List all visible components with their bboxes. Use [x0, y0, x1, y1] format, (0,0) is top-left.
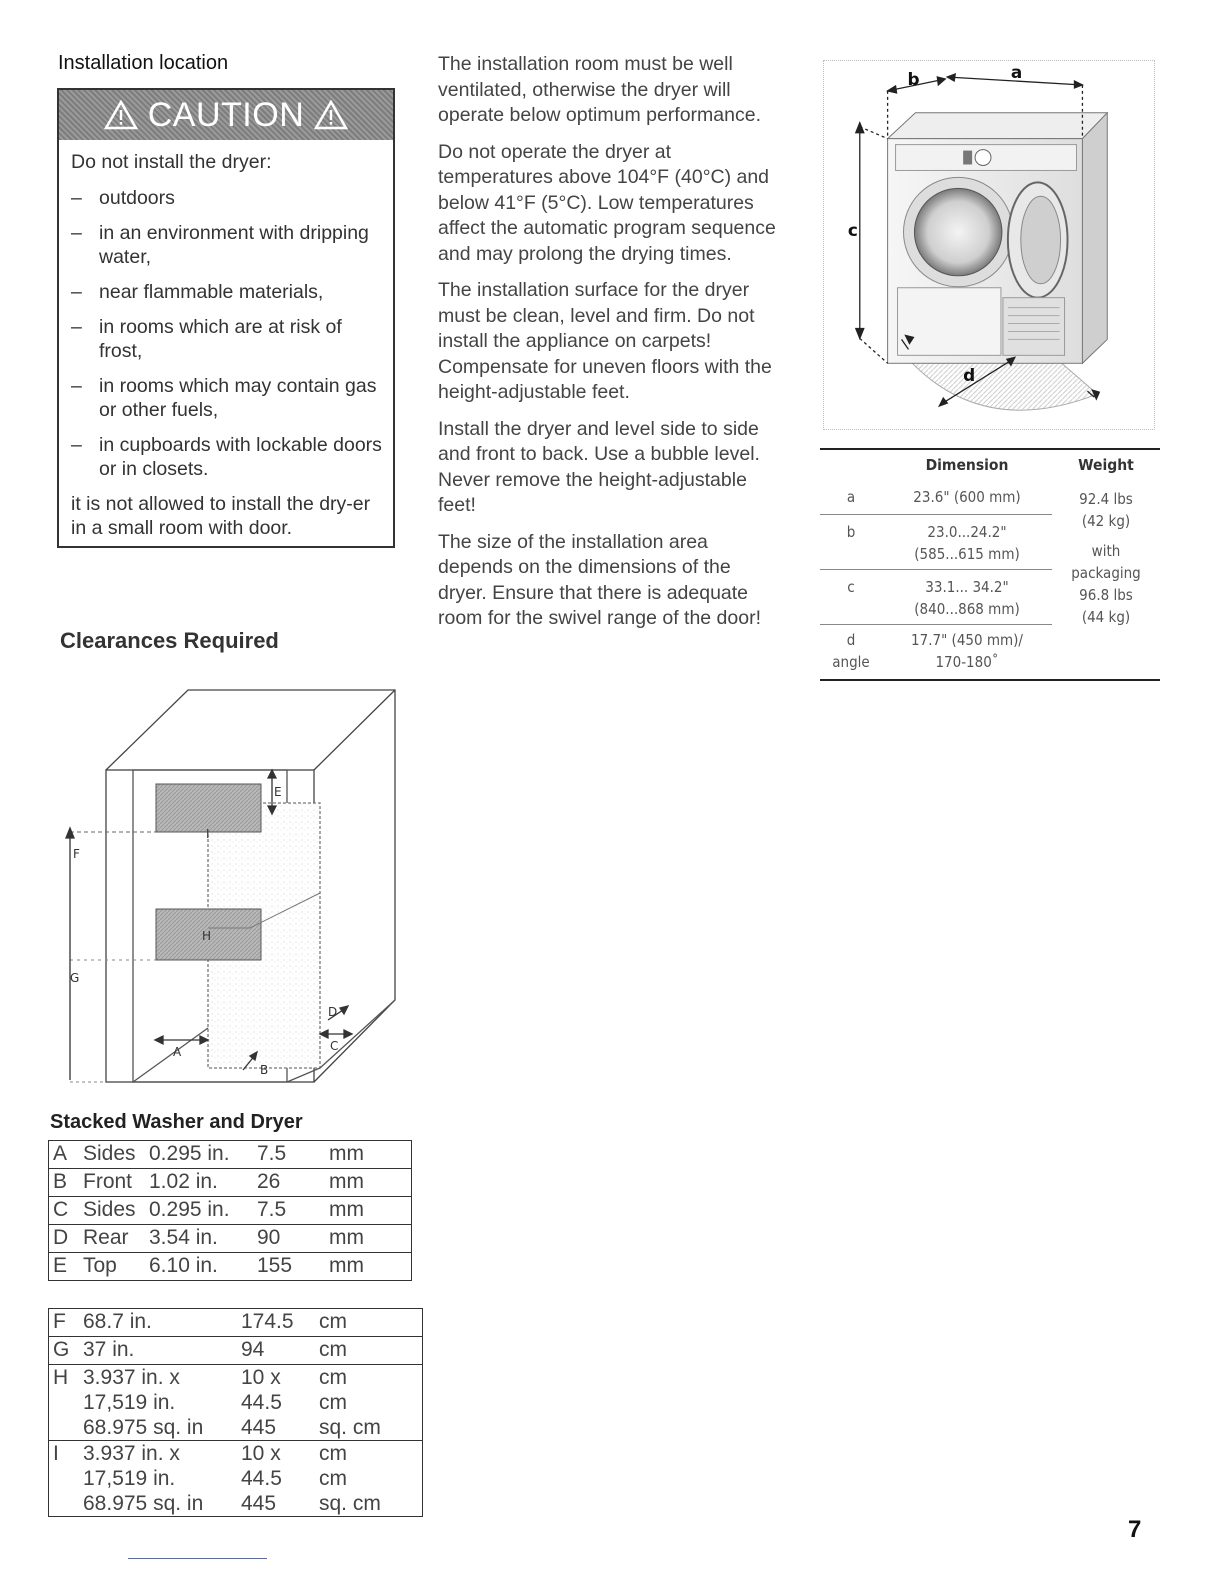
caution-body: [59, 140, 393, 540]
warning-triangle-icon: [314, 100, 348, 130]
dryer-specs-table: [820, 448, 1160, 681]
dash-bullet: –: [71, 222, 82, 244]
table-row: E Top 6.10 in. 155 mm: [49, 1253, 412, 1281]
warning-triangle-icon: [104, 100, 138, 130]
label-f: F: [73, 847, 80, 861]
list-item-text: near flammable materials,: [99, 281, 324, 303]
table-row: D Rear 3.54 in. 90 mm: [49, 1225, 412, 1253]
list-item-text: in cupboards with lockable doors or in closets.: [99, 434, 382, 480]
list-item: [71, 221, 385, 269]
label-i: I: [206, 827, 210, 841]
caution-intro: Do not install the dryer:: [71, 151, 272, 173]
list-item: [71, 186, 385, 210]
list-item: [71, 280, 385, 304]
list-item: [71, 374, 385, 422]
label-a: A: [173, 1045, 182, 1059]
paragraph: The installation surface for the dryer must be clean, level and firm. Do not install the appliance on carpets! Compensate for uneven floors with the height-adjustable feet.: [438, 279, 772, 403]
table-row: d angle 17.7" (450 mm)/ 170-180˚: [832, 631, 1023, 671]
table-row: F 68.7 in. 174.5 cm: [49, 1309, 423, 1337]
paragraph: The size of the installation area depends on the dimensions of the dryer. Ensure that there is adequate room for the swivel range of the door!: [438, 530, 761, 629]
table-row: H 3.937 in. x 17,519 in. 68.975 sq. in 10 x 44.5 445 cm cm sq. cm: [49, 1365, 423, 1441]
table-header-row: [820, 449, 1160, 482]
table-row: a 23.6" (600 mm) 92.4 lbs (42 kg) with packaging 96.8 lbs (44 kg): [820, 482, 1160, 515]
list-item-text: outdoors: [99, 187, 175, 209]
weight-cell: 92.4 lbs (42 kg) with packaging 96.8 lbs (44 kg): [1071, 490, 1141, 626]
clearances-title: Clearances Required: [60, 628, 279, 653]
section-title: Installation location: [58, 52, 229, 74]
table-row: A Sides 0.295 in. 7.5 mm: [49, 1141, 412, 1169]
list-item-text: in rooms which are at risk of frost,: [99, 316, 342, 362]
dimension-header: Dimension: [925, 456, 1009, 474]
caution-banner: [59, 90, 393, 140]
table-row: B Front 1.02 in. 26 mm: [49, 1169, 412, 1197]
label-g: G: [70, 971, 80, 985]
enclosure-dimensions-table: [48, 1308, 423, 1517]
dryer-dimension-figure: [823, 60, 1155, 430]
dash-bullet: –: [71, 281, 82, 303]
label-d: d: [963, 365, 976, 386]
list-item: [71, 315, 385, 363]
installation-text: [438, 52, 783, 643]
caution-label: CAUTION: [147, 95, 305, 134]
list-item-text: in an environment with dripping water,: [99, 222, 369, 268]
list-item: [71, 433, 385, 481]
weight-header: Weight: [1078, 456, 1134, 474]
label-c: c: [847, 220, 858, 241]
vent-i: [156, 784, 261, 832]
list-item-text: in rooms which may contain gas or other fuels,: [99, 375, 377, 421]
footer-rule: [128, 1558, 267, 1559]
stacked-clearance-table: [48, 1140, 412, 1281]
label-e: E: [274, 785, 282, 799]
table-row: b 23.0...24.2" (585...615 mm): [820, 515, 1160, 570]
table-row: C Sides 0.295 in. 7.5 mm: [49, 1197, 412, 1225]
dash-bullet: –: [71, 375, 82, 397]
table-row: c 33.1... 34.2" (840...868 mm): [820, 570, 1160, 625]
page-number: 7: [1128, 1516, 1142, 1543]
paragraph: The installation room must be well ventilated, otherwise the dryer will operate below optimum performance.: [438, 53, 761, 126]
label-b: b: [907, 68, 920, 89]
paragraph: Install the dryer and level side to side and front to back. Use a bubble level. Never remove the height-adjustable feet!: [438, 417, 760, 516]
label-h: H: [202, 929, 212, 943]
dash-bullet: –: [71, 187, 82, 209]
caution-box: [57, 88, 395, 548]
paragraph: Do not operate the dryer at temperatures above 104°F (40°C) and below 41°F (5°C). Low temperatures affect the automatic program sequence and may prolong the drying times.: [438, 140, 776, 265]
label-c: C: [330, 1039, 339, 1053]
label-b: B: [260, 1063, 269, 1077]
stacked-title: Stacked Washer and Dryer: [50, 1111, 303, 1133]
label-a: a: [1010, 62, 1023, 83]
caution-note: it is not allowed to install the dry-er in a small room with door.: [71, 493, 371, 539]
dash-bullet: –: [71, 316, 82, 338]
clearance-diagram: [60, 688, 405, 1088]
dash-bullet: –: [71, 434, 82, 456]
table-row: I 3.937 in. x 17,519 in. 68.975 sq. in 10 x 44.5 445 cm cm sq. cm: [49, 1441, 423, 1517]
table-row: G 37 in. 94 cm: [49, 1337, 423, 1365]
label-d: D: [328, 1005, 338, 1019]
